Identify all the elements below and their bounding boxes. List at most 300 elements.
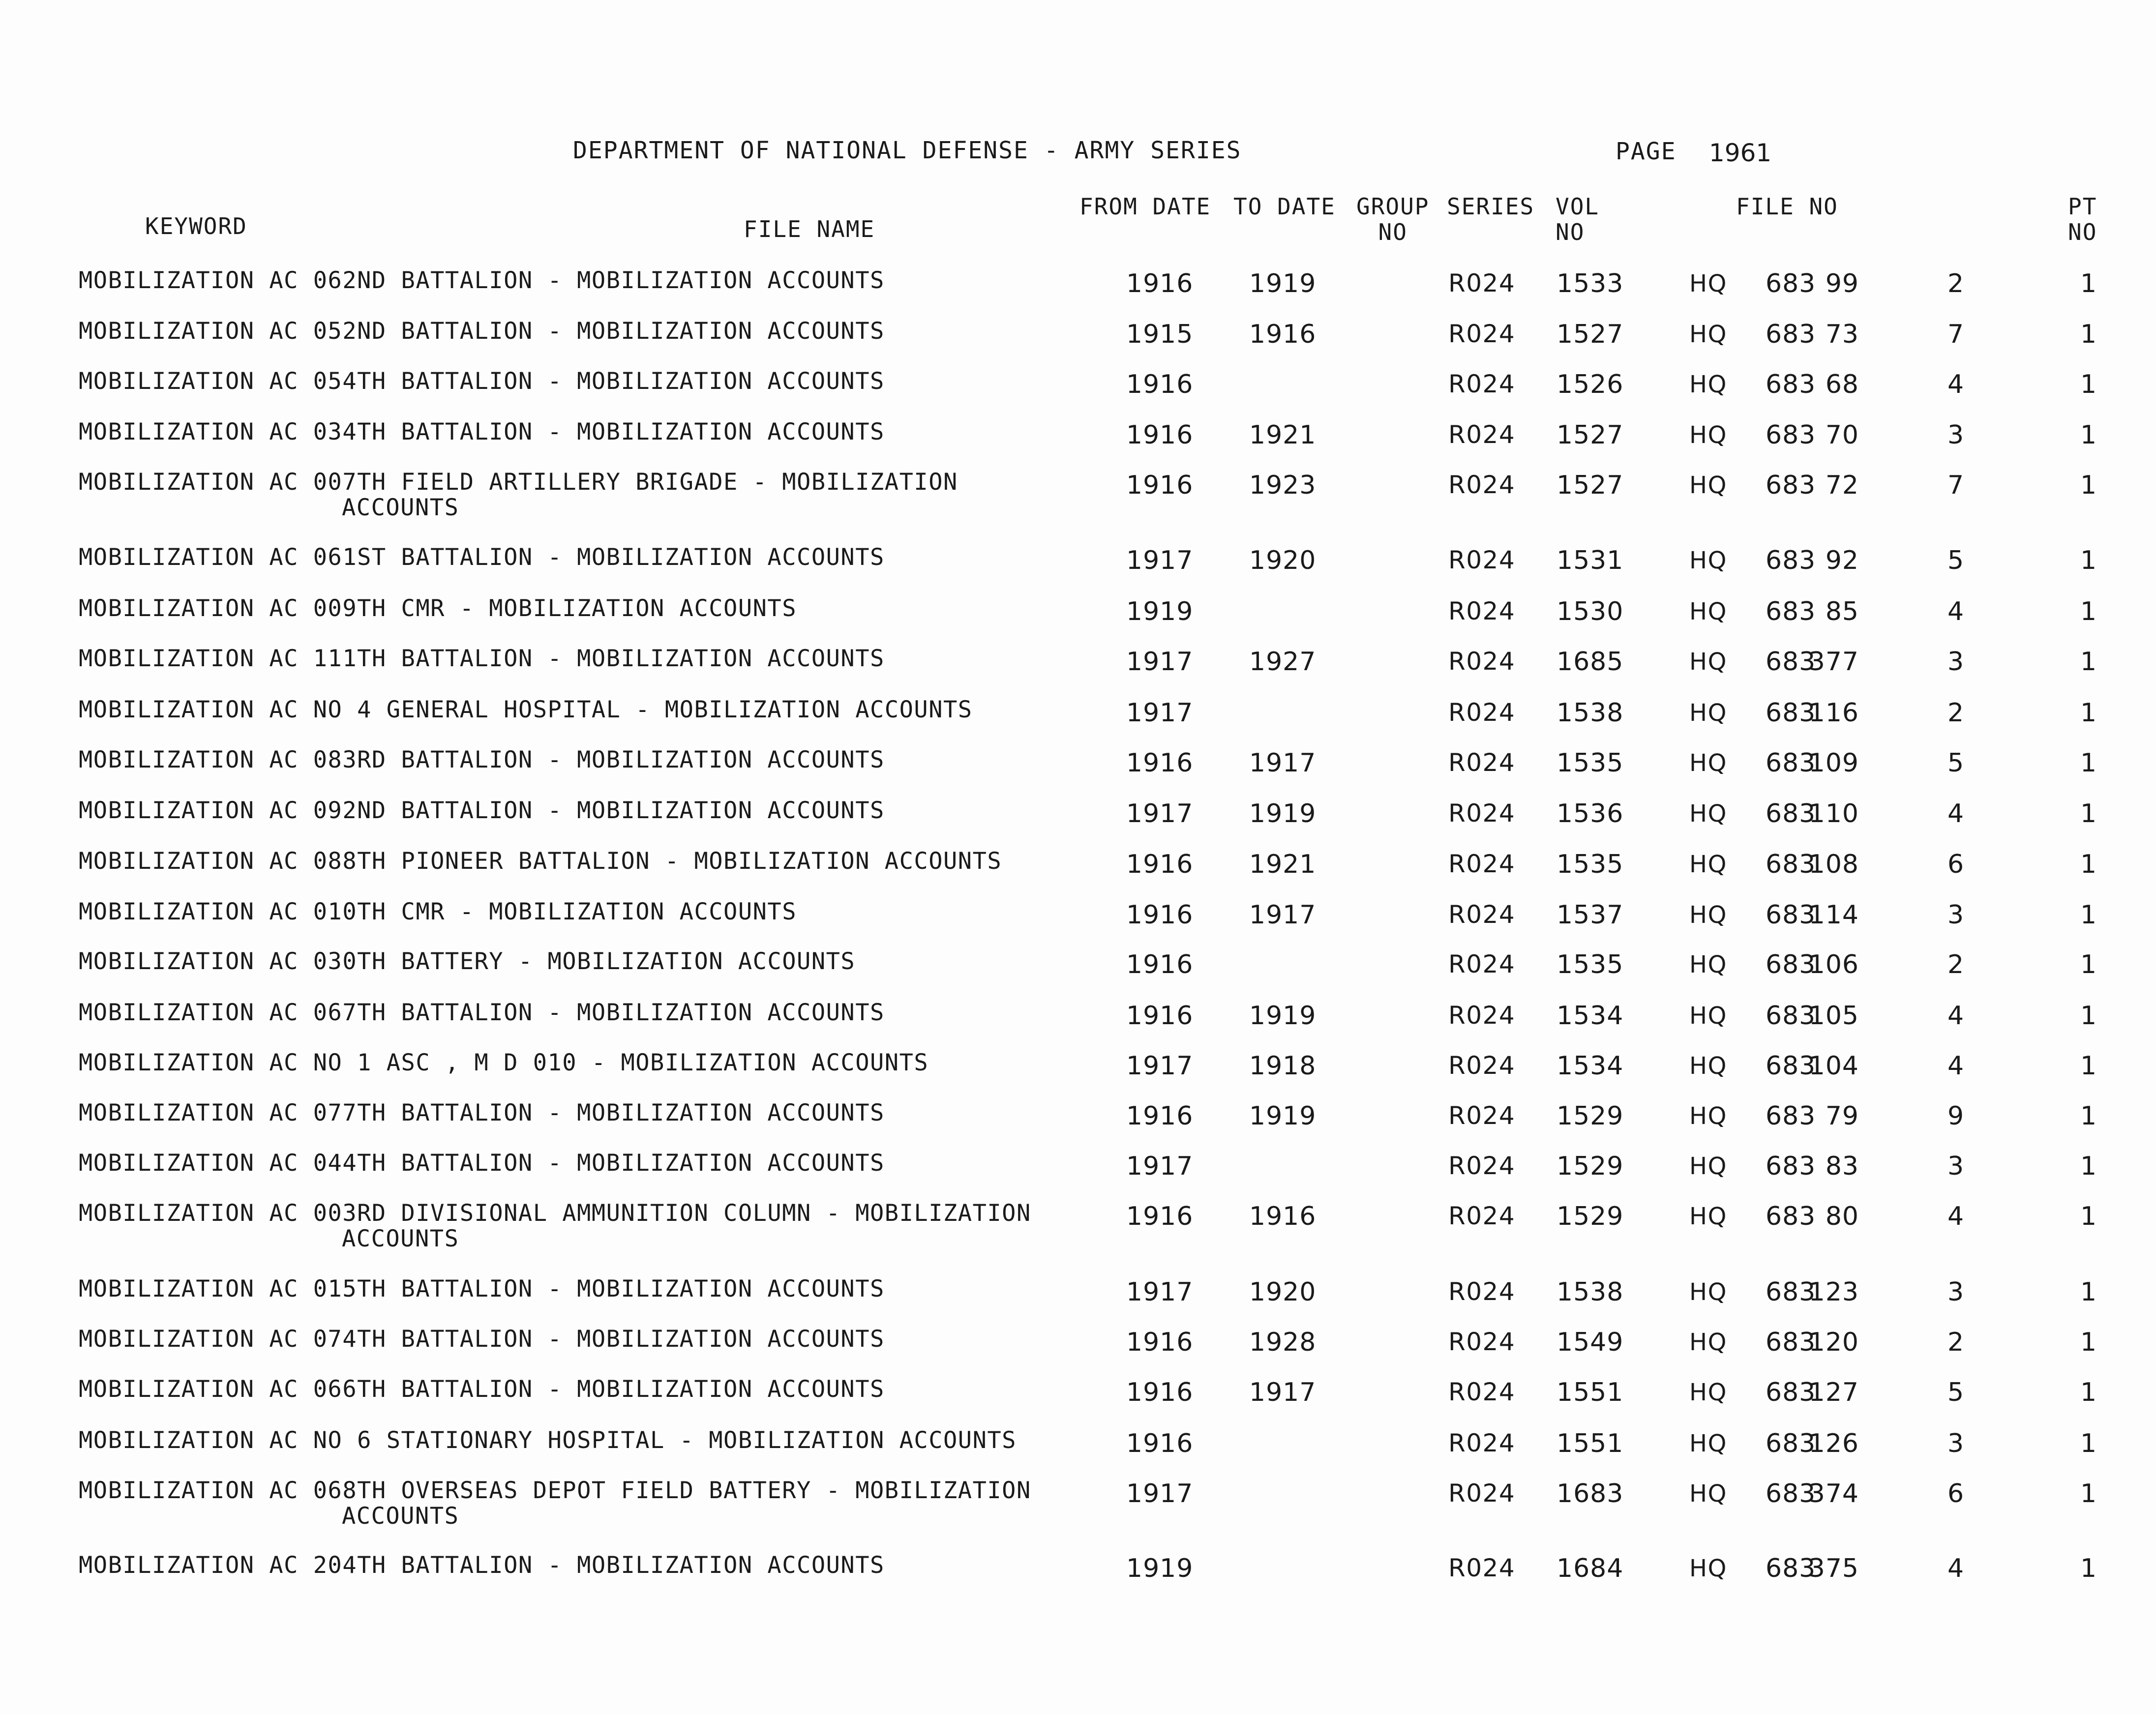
page-title: DEPARTMENT OF NATIONAL DEFENSE - ARMY SERIES	[573, 137, 1242, 164]
file-number-tertiary: 9	[1947, 1101, 1965, 1131]
column-header-keyword: KEYWORD	[145, 213, 247, 239]
file-number-tertiary: 6	[1947, 850, 1965, 879]
to-date: 1921	[1249, 420, 1317, 450]
file-number-secondary: 68	[1825, 370, 1859, 399]
file-name-line: MOBILIZATION AC 067TH BATTALION - MOBILIZATION ACCOUNTS	[79, 999, 885, 1026]
file-number-secondary: 108	[1808, 850, 1859, 879]
part-number: 1	[2080, 1202, 2097, 1231]
to-date: 1917	[1249, 900, 1317, 930]
table-row	[0, 1100, 2156, 1150]
table-row	[0, 1377, 2156, 1426]
file-prefix: HQ	[1689, 749, 1727, 777]
volume-number: 1685	[1557, 647, 1624, 677]
volume-number: 1535	[1557, 748, 1624, 778]
file-prefix: HQ	[1689, 901, 1727, 929]
series: R024	[1448, 1554, 1516, 1582]
to-date: 1919	[1249, 1001, 1317, 1031]
file-number-primary: 683	[1766, 546, 1816, 575]
volume-number: 1534	[1557, 1001, 1624, 1031]
file-number-primary: 683	[1766, 950, 1816, 979]
from-date: 1917	[1126, 1051, 1194, 1081]
part-number: 1	[2080, 799, 2097, 828]
file-name	[79, 949, 855, 975]
file-number-tertiary: 4	[1947, 370, 1965, 399]
file-name	[79, 1201, 1031, 1252]
file-number-secondary: 375	[1808, 1554, 1859, 1583]
from-date: 1916	[1126, 748, 1194, 778]
from-date: 1916	[1126, 950, 1194, 979]
series: R024	[1448, 546, 1516, 574]
part-number: 1	[2080, 1328, 2097, 1357]
from-date: 1916	[1126, 420, 1194, 450]
from-date: 1917	[1126, 698, 1194, 728]
file-name	[79, 1100, 885, 1126]
file-prefix: HQ	[1689, 472, 1727, 499]
file-name	[79, 849, 1002, 874]
file-name-continuation: ACCOUNTS	[342, 494, 459, 521]
series: R024	[1448, 1202, 1516, 1230]
file-number-tertiary: 4	[1947, 1001, 1965, 1031]
file-name-line: MOBILIZATION AC 092ND BATTALION - MOBILIZATION ACCOUNTS	[79, 797, 885, 824]
volume-number: 1535	[1557, 850, 1624, 879]
column-header-group-no: GROUP NO	[1356, 193, 1430, 245]
to-date: 1928	[1249, 1328, 1317, 1357]
file-prefix: HQ	[1689, 1329, 1727, 1356]
part-number: 1	[2080, 1001, 2097, 1031]
file-number-secondary: 79	[1825, 1101, 1859, 1131]
file-number-secondary: 92	[1825, 546, 1859, 575]
file-number-primary: 683	[1766, 420, 1816, 450]
series: R024	[1448, 420, 1516, 449]
volume-number: 1535	[1557, 950, 1624, 979]
file-name-line: MOBILIZATION AC 030TH BATTERY - MOBILIZATION ACCOUNTS	[79, 948, 856, 975]
table-row	[0, 1477, 2156, 1530]
file-prefix: HQ	[1689, 1555, 1727, 1582]
column-header-from-date: FROM DATE	[1079, 193, 1211, 220]
volume-number: 1683	[1557, 1479, 1624, 1508]
column-header-pt-no: PT NO	[2068, 193, 2097, 245]
file-number-secondary: 72	[1825, 471, 1859, 500]
to-date: 1917	[1249, 1378, 1317, 1407]
column-header-file-name: FILE NAME	[744, 216, 875, 242]
series: R024	[1448, 748, 1516, 777]
file-name-line: MOBILIZATION AC 204TH BATTALION - MOBILIZATION ACCOUNTS	[79, 1552, 885, 1579]
file-name	[79, 268, 885, 294]
file-number-tertiary: 3	[1947, 1152, 1965, 1181]
volume-number: 1531	[1557, 546, 1624, 575]
series: R024	[1448, 698, 1516, 727]
file-name-line: MOBILIZATION AC 083RD BATTALION - MOBILIZATION ACCOUNTS	[79, 746, 885, 773]
file-number-tertiary: 7	[1947, 471, 1965, 500]
file-number-primary: 683	[1766, 1429, 1816, 1458]
volume-number: 1529	[1557, 1101, 1624, 1131]
from-date: 1915	[1126, 320, 1194, 349]
file-number-secondary: 99	[1825, 269, 1859, 298]
file-prefix: HQ	[1689, 1203, 1727, 1230]
file-name	[79, 747, 885, 773]
file-name-continuation: ACCOUNTS	[342, 1503, 459, 1530]
file-name	[79, 369, 885, 394]
file-name	[79, 470, 958, 521]
series: R024	[1448, 950, 1516, 978]
file-name	[79, 1276, 885, 1302]
file-number-secondary: 120	[1808, 1328, 1859, 1357]
file-number-secondary: 377	[1808, 647, 1859, 677]
file-name-line: MOBILIZATION AC 015TH BATTALION - MOBILIZATION ACCOUNTS	[79, 1275, 885, 1302]
file-name-line: MOBILIZATION AC 068TH OVERSEAS DEPOT FIELD BATTERY - MOBILIZATION	[79, 1477, 1031, 1504]
file-number-tertiary: 5	[1947, 748, 1965, 778]
part-number: 1	[2080, 546, 2097, 575]
part-number: 1	[2080, 269, 2097, 298]
file-number-secondary: 85	[1825, 597, 1859, 626]
file-number-primary: 683	[1766, 1152, 1816, 1181]
file-number-secondary: 110	[1808, 799, 1859, 828]
part-number: 1	[2080, 950, 2097, 979]
series: R024	[1448, 850, 1516, 878]
to-date: 1919	[1249, 799, 1317, 828]
column-header-vol-no: VOL NO	[1556, 193, 1600, 245]
file-prefix: HQ	[1689, 1430, 1727, 1457]
part-number: 1	[2080, 597, 2097, 626]
file-number-secondary: 83	[1825, 1152, 1859, 1181]
file-prefix: HQ	[1689, 851, 1727, 878]
table-row	[0, 545, 2156, 594]
file-number-secondary: 80	[1825, 1202, 1859, 1231]
file-number-tertiary: 5	[1947, 546, 1965, 575]
volume-number: 1526	[1557, 370, 1624, 399]
from-date: 1917	[1126, 546, 1194, 575]
table-row	[0, 1276, 2156, 1326]
to-date: 1919	[1249, 1101, 1317, 1131]
file-number-primary: 683	[1766, 1479, 1816, 1508]
part-number: 1	[2080, 1101, 2097, 1131]
series: R024	[1448, 900, 1516, 929]
file-number-secondary: 105	[1808, 1001, 1859, 1031]
volume-number: 1534	[1557, 1051, 1624, 1081]
file-number-primary: 683	[1766, 900, 1816, 930]
file-prefix: HQ	[1689, 1102, 1727, 1130]
file-number-primary: 683	[1766, 269, 1816, 298]
file-name	[79, 646, 885, 672]
volume-number: 1684	[1557, 1554, 1624, 1583]
from-date: 1919	[1126, 597, 1194, 626]
from-date: 1917	[1126, 799, 1194, 828]
file-name-line: MOBILIZATION AC 007TH FIELD ARTILLERY BRIGADE - MOBILIZATION	[79, 469, 958, 496]
part-number: 1	[2080, 320, 2097, 349]
file-name	[79, 319, 885, 344]
table-row	[0, 1050, 2156, 1099]
volume-number: 1549	[1557, 1328, 1624, 1357]
from-date: 1916	[1126, 850, 1194, 879]
to-date: 1920	[1249, 546, 1317, 575]
series: R024	[1448, 799, 1516, 828]
file-number-primary: 683	[1766, 1051, 1816, 1081]
file-number-tertiary: 6	[1947, 1479, 1965, 1508]
file-prefix: HQ	[1689, 800, 1727, 828]
file-prefix: HQ	[1689, 270, 1727, 297]
file-number-secondary: 109	[1808, 748, 1859, 778]
part-number: 1	[2080, 420, 2097, 450]
part-number: 1	[2080, 1051, 2097, 1081]
file-number-tertiary: 3	[1947, 647, 1965, 677]
file-name	[79, 1428, 1017, 1453]
file-prefix: HQ	[1689, 1153, 1727, 1180]
from-date: 1917	[1126, 647, 1194, 677]
series: R024	[1448, 1152, 1516, 1180]
file-prefix: HQ	[1689, 321, 1727, 348]
from-date: 1916	[1126, 1378, 1194, 1407]
file-number-primary: 683	[1766, 1277, 1816, 1307]
file-name-line: MOBILIZATION AC 074TH BATTALION - MOBILIZATION ACCOUNTS	[79, 1326, 885, 1353]
column-header-to-date: TO DATE	[1233, 193, 1336, 220]
series: R024	[1448, 1328, 1516, 1356]
to-date: 1921	[1249, 850, 1317, 879]
file-number-primary: 683	[1766, 597, 1816, 626]
table-row	[0, 319, 2156, 368]
file-name-line: MOBILIZATION AC 111TH BATTALION - MOBILIZATION ACCOUNTS	[79, 645, 885, 672]
file-number-secondary: 104	[1808, 1051, 1859, 1081]
part-number: 1	[2080, 1429, 2097, 1458]
table-row	[0, 369, 2156, 418]
file-name-line: MOBILIZATION AC 062ND BATTALION - MOBILIZATION ACCOUNTS	[79, 267, 885, 294]
to-date: 1916	[1249, 1202, 1317, 1231]
to-date: 1916	[1249, 320, 1317, 349]
file-number-primary: 683	[1766, 698, 1816, 728]
volume-number: 1536	[1557, 799, 1624, 828]
file-prefix: HQ	[1689, 421, 1727, 449]
part-number: 1	[2080, 900, 2097, 930]
series: R024	[1448, 1001, 1516, 1030]
to-date: 1918	[1249, 1051, 1317, 1081]
table-row	[0, 1151, 2156, 1200]
file-number-tertiary: 2	[1947, 1328, 1965, 1357]
to-date: 1923	[1249, 471, 1317, 500]
part-number: 1	[2080, 1152, 2097, 1181]
table-row	[0, 1201, 2156, 1250]
from-date: 1919	[1126, 1554, 1194, 1583]
series: R024	[1448, 597, 1516, 625]
file-number-tertiary: 3	[1947, 1429, 1965, 1458]
from-date: 1916	[1126, 1429, 1194, 1458]
from-date: 1916	[1126, 269, 1194, 298]
series: R024	[1448, 1429, 1516, 1457]
file-number-primary: 683	[1766, 1554, 1816, 1583]
volume-number: 1551	[1557, 1429, 1624, 1458]
from-date: 1916	[1126, 1202, 1194, 1231]
volume-number: 1533	[1557, 269, 1624, 298]
volume-number: 1529	[1557, 1202, 1624, 1231]
series: R024	[1448, 647, 1516, 676]
series: R024	[1448, 1378, 1516, 1406]
file-number-primary: 683	[1766, 1101, 1816, 1131]
volume-number: 1527	[1557, 471, 1624, 500]
file-number-tertiary: 4	[1947, 1202, 1965, 1231]
file-prefix: HQ	[1689, 1052, 1727, 1080]
file-name-line: MOBILIZATION AC 034TH BATTALION - MOBILIZATION ACCOUNTS	[79, 418, 885, 445]
table-row	[0, 747, 2156, 797]
file-number-tertiary: 2	[1947, 269, 1965, 298]
file-prefix: HQ	[1689, 699, 1727, 727]
volume-number: 1529	[1557, 1152, 1624, 1181]
table-row	[0, 596, 2156, 645]
file-number-primary: 683	[1766, 471, 1816, 500]
file-number-secondary: 114	[1808, 900, 1859, 930]
from-date: 1917	[1126, 1479, 1194, 1508]
part-number: 1	[2080, 1554, 2097, 1583]
file-name	[79, 697, 973, 723]
file-name	[79, 1553, 885, 1578]
volume-number: 1527	[1557, 320, 1624, 349]
table-row	[0, 646, 2156, 695]
table-row	[0, 1000, 2156, 1049]
file-name-line: MOBILIZATION AC NO 6 STATIONARY HOSPITAL - MOBILIZATION ACCOUNTS	[79, 1427, 1017, 1454]
file-name-line: MOBILIZATION AC 009TH CMR - MOBILIZATION ACCOUNTS	[79, 595, 797, 622]
file-number-tertiary: 3	[1947, 1277, 1965, 1307]
from-date: 1916	[1126, 900, 1194, 930]
volume-number: 1527	[1557, 420, 1624, 450]
part-number: 1	[2080, 1378, 2097, 1407]
part-number: 1	[2080, 1479, 2097, 1508]
file-number-primary: 683	[1766, 1378, 1816, 1407]
table-row	[0, 1327, 2156, 1376]
file-number-tertiary: 4	[1947, 1554, 1965, 1583]
part-number: 1	[2080, 850, 2097, 879]
file-name-line: MOBILIZATION AC NO 1 ASC , M D 010 - MOBILIZATION ACCOUNTS	[79, 1049, 929, 1076]
file-name-line: MOBILIZATION AC 088TH PIONEER BATTALION - MOBILIZATION ACCOUNTS	[79, 848, 1002, 875]
file-number-tertiary: 4	[1947, 597, 1965, 626]
series: R024	[1448, 320, 1516, 348]
series: R024	[1448, 1277, 1516, 1306]
file-number-tertiary: 2	[1947, 950, 1965, 979]
file-number-tertiary: 3	[1947, 420, 1965, 450]
series: R024	[1448, 471, 1516, 499]
part-number: 1	[2080, 698, 2097, 728]
table-row	[0, 697, 2156, 746]
page-label: PAGE	[1616, 138, 1677, 165]
file-name-line: MOBILIZATION AC 077TH BATTALION - MOBILIZATION ACCOUNTS	[79, 1099, 885, 1126]
page-number: 1961	[1709, 139, 1772, 167]
series: R024	[1448, 370, 1516, 398]
to-date: 1920	[1249, 1277, 1317, 1307]
part-number: 1	[2080, 748, 2097, 778]
table-row	[0, 899, 2156, 948]
file-name	[79, 1151, 885, 1176]
volume-number: 1551	[1557, 1378, 1624, 1407]
to-date: 1919	[1249, 269, 1317, 298]
file-number-tertiary: 4	[1947, 1051, 1965, 1081]
file-prefix: HQ	[1689, 648, 1727, 676]
file-number-primary: 683	[1766, 799, 1816, 828]
file-name	[79, 1377, 885, 1402]
to-date: 1927	[1249, 647, 1317, 677]
file-number-secondary: 106	[1808, 950, 1859, 979]
file-name-continuation: ACCOUNTS	[342, 1225, 459, 1252]
volume-number: 1537	[1557, 900, 1624, 930]
file-number-primary: 683	[1766, 1001, 1816, 1031]
file-prefix: HQ	[1689, 1379, 1727, 1406]
from-date: 1916	[1126, 471, 1194, 500]
file-prefix: HQ	[1689, 547, 1727, 574]
file-prefix: HQ	[1689, 598, 1727, 625]
file-name-line: MOBILIZATION AC 044TH BATTALION - MOBILIZATION ACCOUNTS	[79, 1150, 885, 1177]
file-number-primary: 683	[1766, 1328, 1816, 1357]
table-row	[0, 798, 2156, 847]
file-name	[79, 1478, 1031, 1529]
file-prefix: HQ	[1689, 371, 1727, 398]
file-number-secondary: 73	[1825, 320, 1859, 349]
from-date: 1917	[1126, 1152, 1194, 1181]
file-number-tertiary: 5	[1947, 1378, 1965, 1407]
file-number-secondary: 374	[1808, 1479, 1859, 1508]
file-name	[79, 1000, 885, 1026]
file-name-line: MOBILIZATION AC 010TH CMR - MOBILIZATION ACCOUNTS	[79, 898, 797, 925]
table-row	[0, 1553, 2156, 1602]
file-number-secondary: 116	[1808, 698, 1859, 728]
table-row	[0, 949, 2156, 998]
volume-number: 1530	[1557, 597, 1624, 626]
table-row	[0, 470, 2156, 519]
series: R024	[1448, 269, 1516, 297]
file-prefix: HQ	[1689, 951, 1727, 978]
file-number-secondary: 70	[1825, 420, 1859, 450]
from-date: 1916	[1126, 1001, 1194, 1031]
file-name-line: MOBILIZATION AC 054TH BATTALION - MOBILIZATION ACCOUNTS	[79, 368, 885, 395]
column-header-file-no: FILE NO	[1736, 193, 1838, 220]
volume-number: 1538	[1557, 1277, 1624, 1307]
table-row	[0, 849, 2156, 898]
file-name-line: MOBILIZATION AC 052ND BATTALION - MOBILIZATION ACCOUNTS	[79, 318, 885, 345]
file-number-tertiary: 7	[1947, 320, 1965, 349]
part-number: 1	[2080, 1277, 2097, 1307]
file-name	[79, 596, 797, 621]
file-name-line: MOBILIZATION AC NO 4 GENERAL HOSPITAL - MOBILIZATION ACCOUNTS	[79, 696, 973, 723]
file-number-primary: 683	[1766, 1202, 1816, 1231]
from-date: 1916	[1126, 370, 1194, 399]
file-number-secondary: 123	[1808, 1277, 1859, 1307]
file-prefix: HQ	[1689, 1480, 1727, 1508]
file-name-line: MOBILIZATION AC 003RD DIVISIONAL AMMUNITION COLUMN - MOBILIZATION	[79, 1200, 1031, 1227]
table-row	[0, 419, 2156, 469]
file-name-line: MOBILIZATION AC 066TH BATTALION - MOBILIZATION ACCOUNTS	[79, 1376, 885, 1403]
series: R024	[1448, 1051, 1516, 1080]
from-date: 1916	[1126, 1101, 1194, 1131]
column-header-series: SERIES	[1447, 193, 1535, 220]
file-number-primary: 683	[1766, 647, 1816, 677]
file-number-tertiary: 2	[1947, 698, 1965, 728]
file-name	[79, 798, 885, 824]
file-prefix: HQ	[1689, 1002, 1727, 1030]
file-name	[79, 1050, 928, 1076]
from-date: 1916	[1126, 1328, 1194, 1357]
series: R024	[1448, 1101, 1516, 1130]
table-row	[0, 268, 2156, 317]
file-name-line: MOBILIZATION AC 061ST BATTALION - MOBILIZATION ACCOUNTS	[79, 544, 885, 571]
file-number-secondary: 127	[1808, 1378, 1859, 1407]
file-name	[79, 419, 885, 445]
file-name	[79, 1327, 885, 1352]
file-name	[79, 899, 797, 925]
to-date: 1917	[1249, 748, 1317, 778]
file-number-tertiary: 4	[1947, 799, 1965, 828]
file-prefix: HQ	[1689, 1278, 1727, 1306]
file-number-primary: 683	[1766, 748, 1816, 778]
series: R024	[1448, 1479, 1516, 1508]
from-date: 1917	[1126, 1277, 1194, 1307]
file-number-tertiary: 3	[1947, 900, 1965, 930]
file-number-primary: 683	[1766, 320, 1816, 349]
file-name	[79, 545, 885, 570]
part-number: 1	[2080, 647, 2097, 677]
